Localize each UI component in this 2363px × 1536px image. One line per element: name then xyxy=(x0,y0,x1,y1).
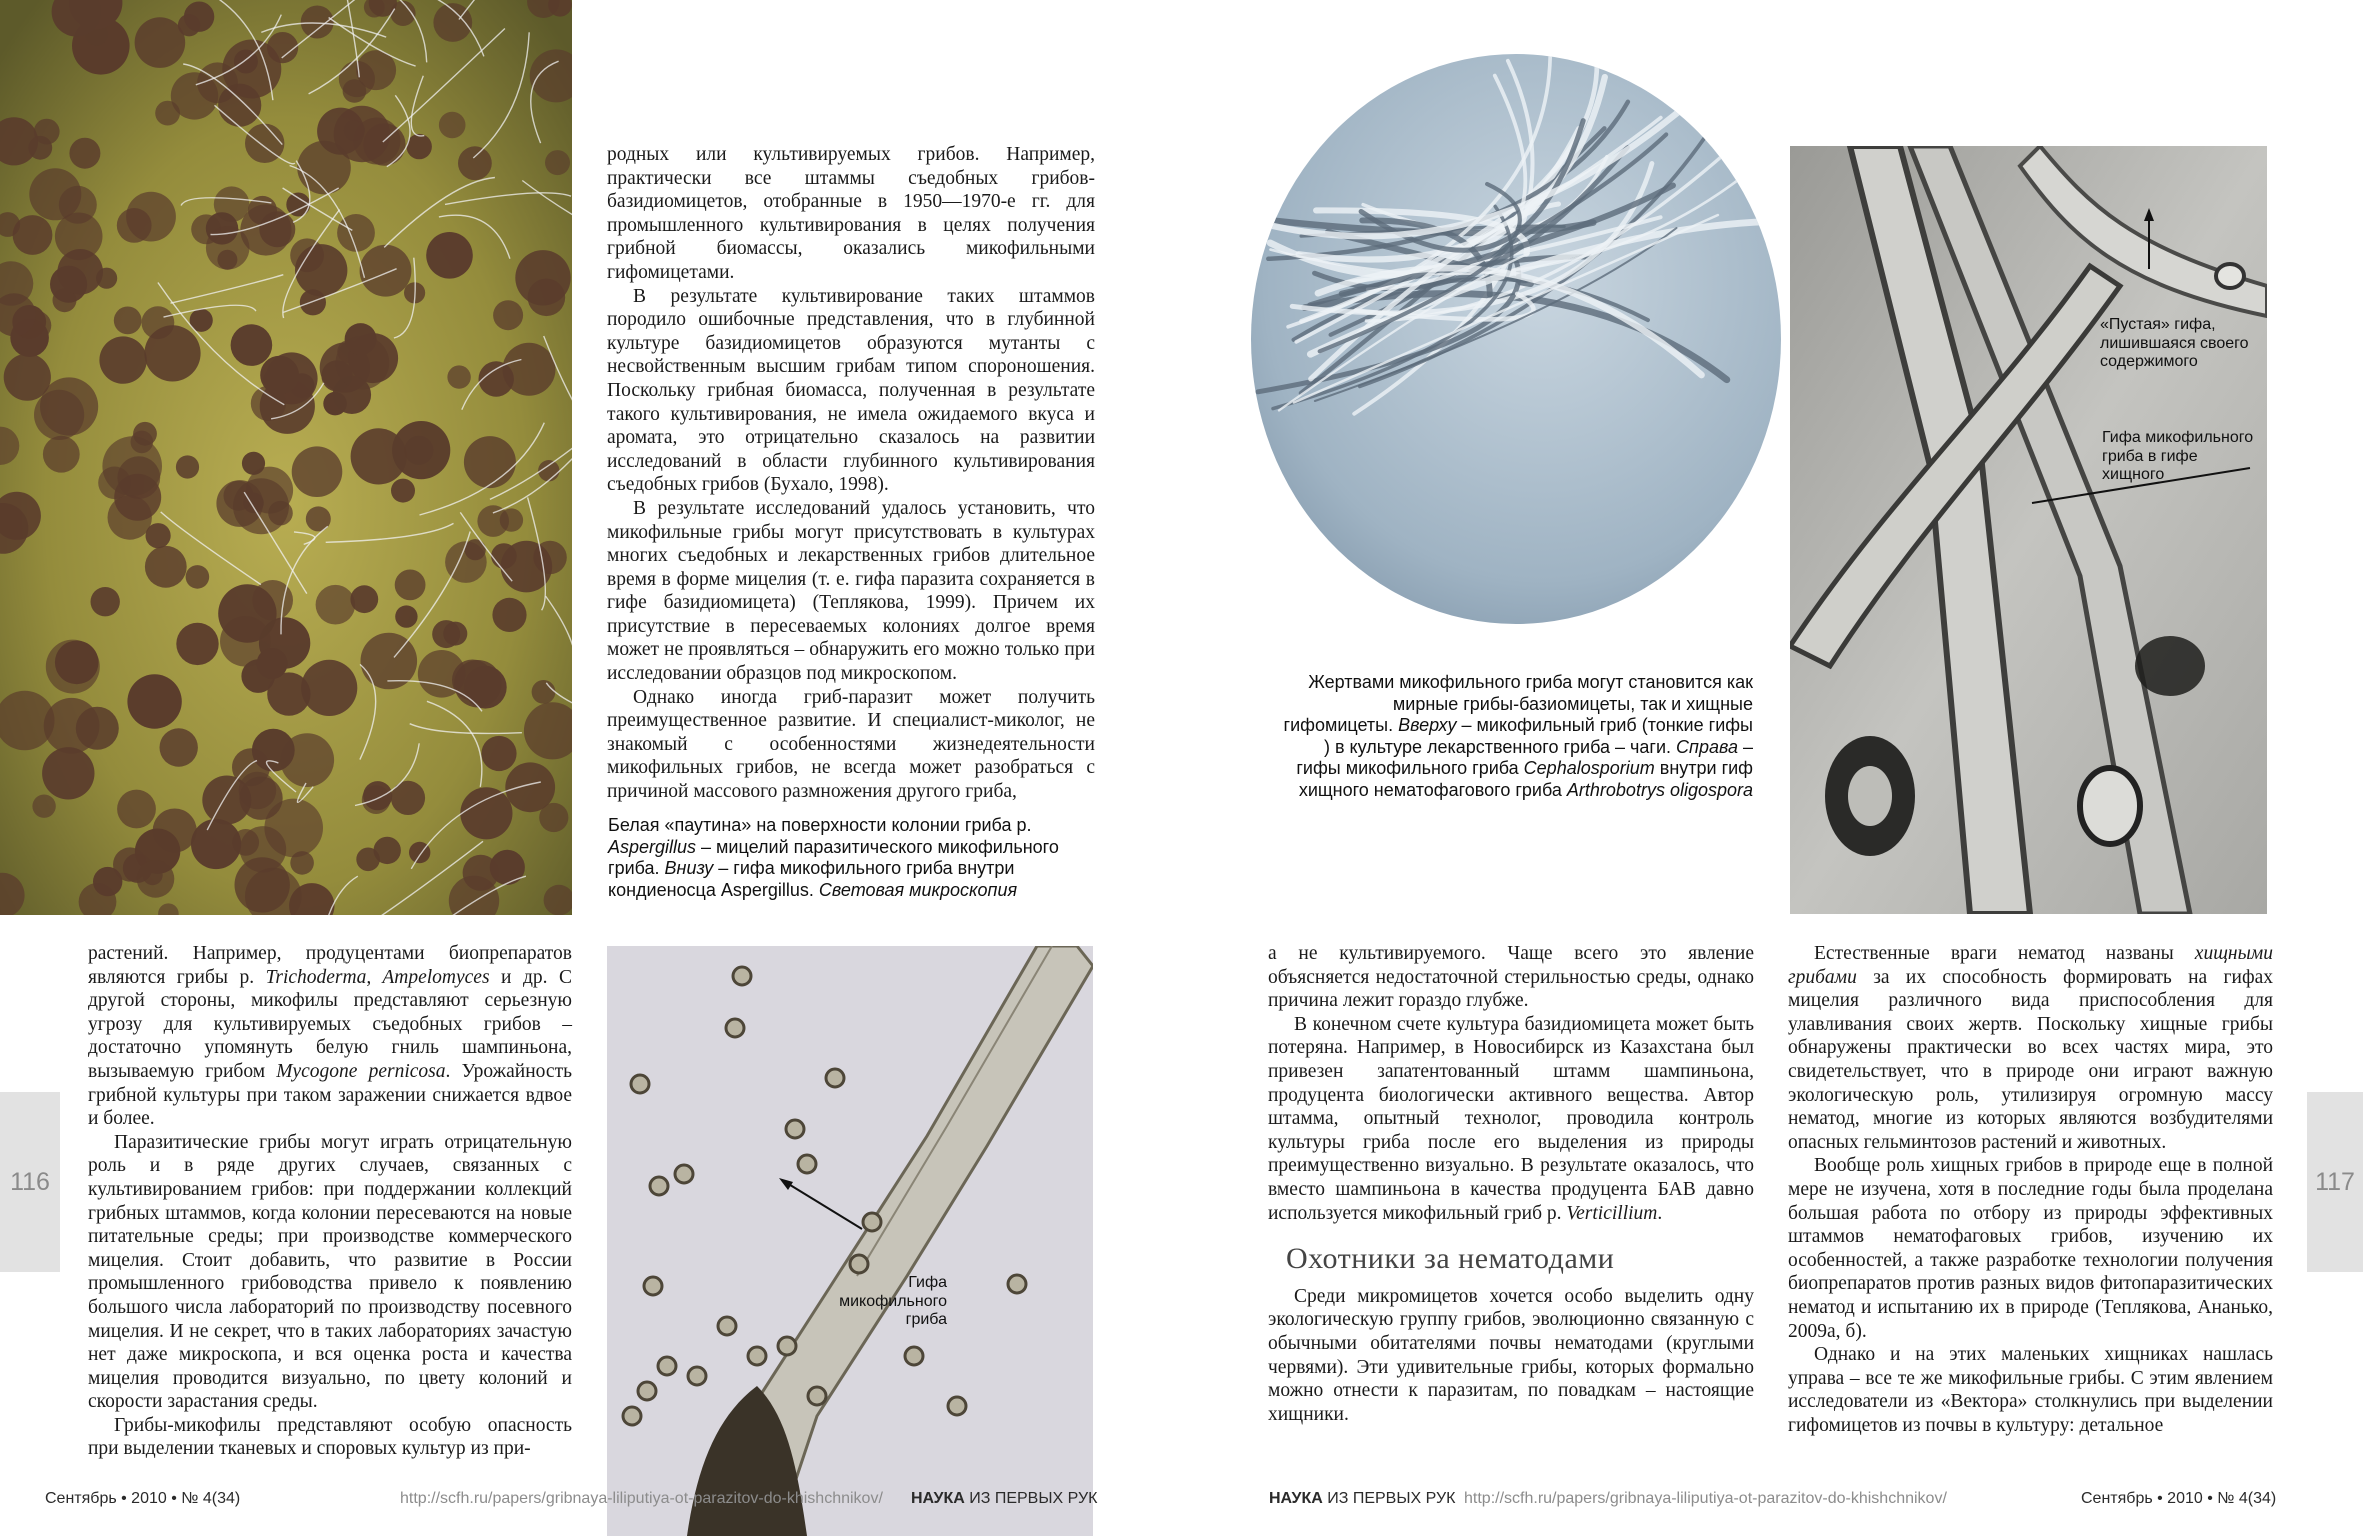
colony-spot xyxy=(176,455,199,478)
colony-spot xyxy=(464,436,516,488)
spore xyxy=(808,1387,826,1405)
colony-spot xyxy=(117,790,156,829)
colony-spot xyxy=(144,325,200,381)
colony-spot xyxy=(532,680,556,704)
spore xyxy=(688,1367,706,1385)
spore xyxy=(638,1382,656,1400)
footer-url-right[interactable]: http://scfh.ru/papers/gribnaya-liliputiya-ot-parazitov-do-khishchnikov/ xyxy=(1464,1490,1947,1507)
colony-spot xyxy=(301,660,357,716)
colony-spot xyxy=(337,214,375,252)
colony-spot xyxy=(395,605,417,627)
page-number-left: 116 xyxy=(10,1168,50,1196)
paragraph: В результате культивирование таких штаммов породило ошибочные представления, что в глубинной культуре базидиомицетов образуются мутанты с несвойственным высшим грибам типом спороношения. Поскольку грибная биомасса, полученная в результате такого культивирования, не имела ожидаемого вкуса и аромата, это отрицательно сказалось на развитии исследований в области глубинного культивирования съедобных грибов (Бухало, 1998). xyxy=(607,285,1095,496)
colony-spot xyxy=(240,826,286,872)
empty-hypha-label: «Пустая» гифа, лишившаяся своего содержимого xyxy=(2100,316,2249,370)
colony-spot xyxy=(297,141,351,195)
colony-spot xyxy=(360,245,412,297)
spore xyxy=(850,1255,868,1273)
colony-spot xyxy=(391,479,415,503)
colony-spot xyxy=(344,120,365,141)
mycophilic-hypha-label: Гифа микофильного гриба в гифе хищного xyxy=(2102,429,2254,483)
footer-date-right: Сентябрь • 2010 • № 4(34) xyxy=(2081,1490,2277,1507)
colony-spot xyxy=(418,650,466,698)
colony-spot xyxy=(93,867,122,896)
colony-spot xyxy=(231,324,273,366)
spore xyxy=(1008,1275,1026,1293)
colony-spot xyxy=(186,565,210,589)
colony-spot xyxy=(426,232,473,279)
colony-spot xyxy=(155,101,180,126)
spore xyxy=(798,1155,816,1173)
paragraph: Грибы-микофилы представляют особую опасность при выделении тканевых и споровых культур из при- xyxy=(88,1414,572,1460)
colony-spot xyxy=(491,543,517,569)
nematophagous-micrograph xyxy=(1790,146,2267,914)
colony-spot xyxy=(463,855,499,891)
colony-spot xyxy=(350,585,378,613)
spore xyxy=(658,1357,676,1375)
conidiophore-micrograph xyxy=(607,946,1093,1536)
spore xyxy=(863,1213,881,1231)
colony-photo xyxy=(0,0,572,915)
colony-spot xyxy=(465,539,486,560)
chaga-micrograph xyxy=(1251,54,1781,624)
footer-date-left: Сентябрь • 2010 • № 4(34) xyxy=(45,1490,241,1507)
paragraph: В результате исследований удалось установить, что микофильные грибы могут присутствовать в культурах многих съедобных и лекарственных грибов длительное время в форме мицелия (т. е. гифа паразита сохраняется в гифе базидиомицета) (Теплякова, 1999). Причем их присутствие в пересеваемых колониях долгое время может не проявляться – обнаружить его можно только при исследовании образцов под микроскопом. xyxy=(607,497,1095,685)
colony-spot xyxy=(252,729,295,772)
spore xyxy=(644,1277,662,1295)
colony-spot xyxy=(477,505,509,537)
colony-spot xyxy=(34,390,84,440)
colony-spot xyxy=(114,307,142,335)
micrograph-label: Гифа микофильного гриба xyxy=(839,1274,947,1328)
colony-spot xyxy=(206,226,250,270)
spore xyxy=(778,1337,796,1355)
colony-spot xyxy=(137,860,175,898)
micrograph-image xyxy=(607,946,1093,1536)
spore xyxy=(675,1165,693,1183)
colony-spot xyxy=(460,787,512,839)
colony-spot xyxy=(515,250,570,305)
colony-spot xyxy=(28,136,52,160)
colony-spot xyxy=(69,138,100,169)
colony-spot xyxy=(42,747,94,799)
colony-spot xyxy=(117,208,152,243)
colony-spot xyxy=(55,641,99,685)
paragraph: Паразитические грибы могут играть отрицательную роль и в ряде других случаев, связанных с культивированием грибов: при поддержании коллекций грибных штаммов, когда колонии пересеваются на новые питательные среды; при производстве коммерческого мицелия. Стоит добавить, что развитие в России промышленного грибоводства привело к появлению большого числа лабораторий по производству посевного мицелия. И не секрет, что в таких лабораториях зачастую нет даже микроскопа, и вся оценка роста и качества мицелия проводится визуально, по цвету колоний и скорости зарастания среды. xyxy=(88,1131,572,1413)
spore xyxy=(650,1177,668,1195)
paragraph: родных или культивируемых грибов. Например, практически все штаммы съедобных грибов-базидиомицетов, отобранные в 1950—1970-е гг. для промышленного культивирования в целях получения грибной биомассы, оказались микофильными гифомицетами. xyxy=(607,144,1095,283)
colony-spot xyxy=(533,541,566,574)
spore xyxy=(718,1317,736,1335)
aspergillus-colony-image xyxy=(0,0,572,915)
section-heading: Охотники за нематодами xyxy=(1286,1242,1615,1276)
colony-spot xyxy=(343,79,367,103)
colony-spot xyxy=(443,622,467,646)
left-column-top-text xyxy=(607,143,1095,804)
colony-spot xyxy=(503,343,556,396)
colony-spot xyxy=(407,134,432,159)
paragraph: растений. Например, продуцентами биопрепаратов являются грибы р. Trichoderma, Ampelomyces и др. С другой стороны, микофилы представляют серьезную угрозу для культивируемых съедобных грибов – достаточно упомянуть белую гниль шампиньона, вызываемую грибом Mycogone pernicosa. Урожайность грибной культуры при таком заражении снижается вдвое и более. xyxy=(88,943,572,1130)
paragraph: В конечном счете культура базидиомицета может быть потеряна. Например, в Новосибирск из Казахстана был привезен запатентованный штамм шампиньона, продуцента биологически активного вещества. Автор штамма, опытный технолог, проводила контроль культуры гриба после его выделения из природы преимущественно визуально. В результате оказалось, что вместо шампиньона в качества продуцента БАВ давно используется микофильный гриб р. Verticillium. xyxy=(1268,1013,1754,1224)
colony-spot xyxy=(145,546,187,588)
paragraph: Однако иногда гриб-паразит может получить преимущественное развитие. И специалист-миколог, не знакомый с особенностями жизнедеятельности микофильных грибов, не всегда может разобраться с причиной массового размножения другого гриба, xyxy=(607,686,1095,803)
spore xyxy=(733,967,751,985)
colony-spot xyxy=(481,736,516,771)
colony-spot xyxy=(76,707,119,750)
paragraph: Однако и на этих маленьких хищниках нашлась управа – все те же микофильные грибы. С этим явлением исследователи из «Вектора» столкнулись при выделении гифомицетов из почвы в культуру: детальное xyxy=(1788,1344,2273,1436)
paragraph: Естественные враги нематод названы хищными грибами за их способность формировать на гифах мицелия различного вида приспособления для улавливания своих жертв. Поскольку хищные грибы обнаружены практически во всех частях мира, это свидетельствует, что в природе они играют важную экологическую роль, утилизируя огромную массу нематод, многие из которых являются возбудителями опасных гельминтозов растений и животных. xyxy=(1788,943,2273,1153)
colony-spot xyxy=(257,648,288,679)
colony-spot xyxy=(4,354,51,401)
colony-spot xyxy=(176,623,218,665)
footer-brand-right: НАУКА ИЗ ПЕРВЫХ РУК xyxy=(1269,1490,1456,1507)
right-column-right-text xyxy=(1788,942,2273,1437)
colony-spot xyxy=(356,848,380,872)
colony-spot xyxy=(218,84,261,127)
spore xyxy=(905,1347,923,1365)
colony-spot xyxy=(13,215,53,255)
colony-spot xyxy=(102,436,162,496)
colony-spot xyxy=(55,213,103,261)
colony-photo-caption: Белая «паутина» на поверхности колонии гриба р. Aspergillus – мицелий паразитического микофильного гриба. Внизу – гифа микофильного гриба внутри кондиеносца Aspergillus. Световая микроскопия xyxy=(608,815,1059,900)
colony-spot xyxy=(492,598,526,632)
colony-spot xyxy=(43,436,80,473)
colony-spot xyxy=(29,168,81,220)
footer-url-left[interactable]: http://scfh.ru/papers/gribnaya-liliputiya-ot-parazitov-do-khishchnikov/ xyxy=(400,1490,883,1507)
colony-spot xyxy=(439,112,466,139)
spore xyxy=(623,1407,641,1425)
colony-spot xyxy=(91,587,120,616)
spore xyxy=(726,1019,744,1037)
right-column-left-text xyxy=(1268,942,1754,1426)
colony-spot xyxy=(458,146,492,180)
spore xyxy=(826,1069,844,1087)
colony-spot xyxy=(295,244,347,296)
colony-spot xyxy=(392,421,450,479)
spore xyxy=(748,1347,766,1365)
colony-spot xyxy=(292,446,343,497)
colony-spot xyxy=(336,336,390,390)
colony-spot xyxy=(391,781,425,815)
colony-spot xyxy=(539,803,568,832)
right-photo-caption: Жертвами микофильного гриба могут становится как мирные грибы-базиомицеты, так и хищные гифомицеты. Вверху – микофильный гриб (тонкие гифы ) в культуре лекарственного гриба – чаги. Справа – гифы микофильного гриба Cephalosporium внутри гиф хищного нематофагового гриба Arthrobotrys oligospora xyxy=(1283,672,1753,800)
colony-spot xyxy=(395,570,426,601)
spore xyxy=(948,1397,966,1415)
colony-spot xyxy=(301,6,334,39)
left-column-lower-text xyxy=(88,942,572,1461)
paragraph: а не культивируемого. Чаще всего это явление объясняется недостаточной стерильностью среды, однако причина лежит гораздо глубже. xyxy=(1268,943,1754,1012)
spore xyxy=(631,1075,649,1093)
colony-spot xyxy=(224,481,254,511)
colony-spot xyxy=(545,150,570,175)
bw-micrograph-image xyxy=(1790,146,2267,914)
colony-spot xyxy=(127,674,181,728)
colony-spot xyxy=(202,776,251,825)
colony-spot xyxy=(260,356,299,395)
colony-spot xyxy=(160,728,198,766)
spore xyxy=(786,1120,804,1138)
paragraph: Вообще роль хищных грибов в природе еще в полной мере не изучена, хотя в последние годы была проделана большая работа по отбору из природы эффективных штаммов нематофаговых грибов, изучению их особенностей, а также разработке технологии получения биопрепаратов против разных видов фитопаразитических нематод и испытанию их в природе (Теплякова, Ананько, 2009а, б). xyxy=(1788,1155,2273,1342)
colony-spot xyxy=(99,336,146,383)
circle-micrograph-image xyxy=(1251,54,1781,624)
colony-spot xyxy=(135,17,186,68)
paragraph: Среди микромицетов хочется особо выделить одну экологическую группу грибов, эволюционно связанную с обычными обитателями почвы нематодами (круглыми червями). Эти удивительные грибы, которых формально можно отнести к паразитам, по повадкам – настоящие хищники. xyxy=(1268,1285,1754,1425)
colony-spot xyxy=(316,585,356,625)
colony-spot xyxy=(184,2,214,32)
colony-spot xyxy=(32,795,55,818)
colony-spot xyxy=(493,300,523,330)
page-number-right: 117 xyxy=(2315,1168,2355,1196)
colony-spot xyxy=(447,365,470,388)
footer-brand-left: НАУКА ИЗ ПЕРВЫХ РУК xyxy=(911,1490,1098,1507)
